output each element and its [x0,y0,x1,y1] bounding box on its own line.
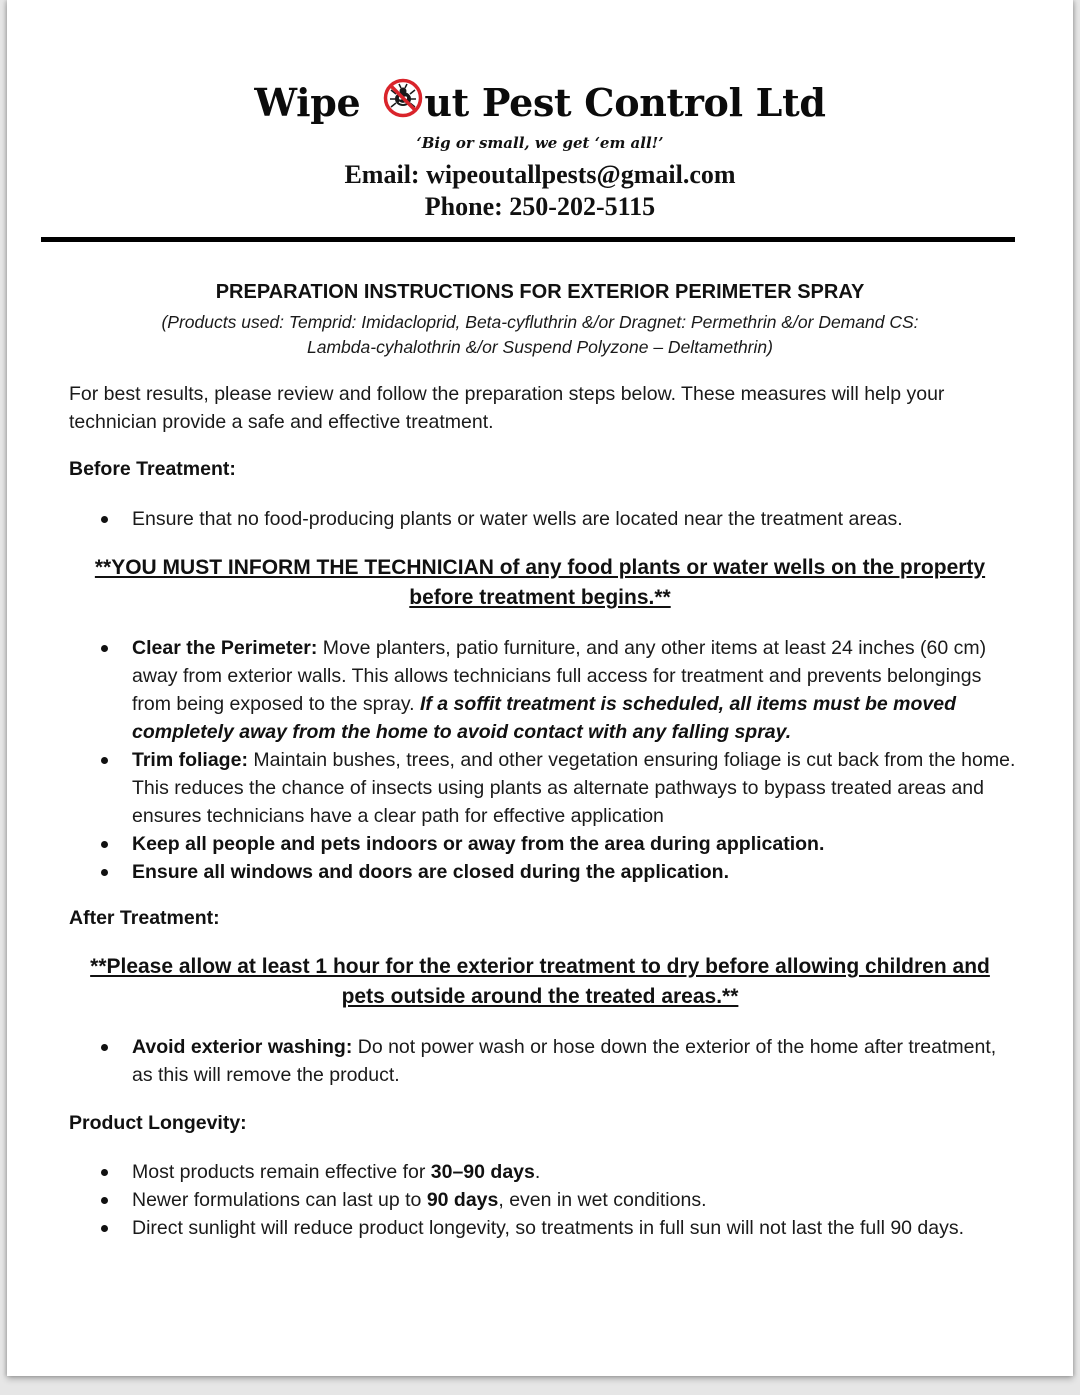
bullet-icon [101,757,108,764]
list-item [69,1186,1019,1214]
inform-technician-notice: **YOU MUST INFORM THE TECHNICIAN of any food plants or water wells on the property before treatment begins.** [94,556,986,609]
list-item-text: Direct sunlight will reduce product longevity, so treatments in full sun will not last the full 90 days. [132,1217,965,1239]
list-item-text: Newer formulations can last up to [132,1189,427,1211]
product-longevity-heading: Product Longevity: [69,1112,247,1134]
before-treatment-list-2 [69,634,1019,886]
document-page [7,0,1073,1376]
list-item-text: , even in wet conditions. [498,1189,707,1211]
list-item-text: Do not power wash or hose down the exterior of the home after treatment, as this will remove the product. [132,1036,997,1086]
list-item-text: Move planters, patio furniture, and any other items at least 24 inches (60 cm) away from exterior walls. This allows technicians full access for treatment and prevents belongings from being exposed to the spray. [132,637,987,715]
list-item-emphasis: If a soffit treatment is scheduled, all items must be moved completely away from the home to avoid contact with any falling spray. [132,693,956,743]
list-item [69,1214,1019,1242]
dry-time-notice: **Please allow at least 1 hour for the exterior treatment to dry before allowing children and pets outside around the treated areas.** [90,955,990,1008]
bullet-icon [101,1225,108,1232]
after-treatment-heading: After Treatment: [69,907,220,929]
company-name-part1: Wipe [254,80,374,125]
list-item [69,634,1019,746]
products-used [67,310,1013,360]
no-bug-icon [383,76,423,116]
products-line-2: Lambda-cyhalothrin &/or Suspend Polyzone – Deltamethrin) [307,337,773,357]
before-treatment-heading: Before Treatment: [69,458,236,480]
products-line-1: (Products used: Temprid: Imidacloprid, Beta-cyfluthrin &/or Dragnet: Permethrin &/or Demand CS: [161,312,919,332]
before-treatment-list-1 [69,505,1019,533]
list-item-text: . [534,1161,541,1183]
list-item-label: Avoid exterior washing: [132,1036,353,1058]
phone-line: Phone: 250-202-5115 [424,192,656,221]
list-item-text: Most products remain effective for [132,1161,431,1183]
company-name-part2: ut Pest Control Ltd [424,80,826,125]
tagline: ‘Big or small, we get ‘em all!’ [416,134,664,152]
list-item-label: Trim foliage: [132,749,248,771]
list-item [69,505,1019,533]
list-item [69,1158,1019,1186]
bullet-icon [101,1044,108,1051]
list-item-bold: 90 days [426,1189,499,1211]
list-item [69,746,1019,830]
bullet-icon [101,841,108,848]
intro-paragraph: For best results, please review and follow the preparation steps below. These measures will help your technician provide a safe and effective treatment. [69,383,945,433]
list-item-label: Clear the Perimeter: [132,637,318,659]
email-line: Email: wipeoutallpests@gmail.com [344,160,736,189]
list-item-bold: 30–90 days [430,1161,535,1183]
list-item-label: Ensure all windows and doors are closed during the application. [132,861,730,883]
document-title: PREPARATION INSTRUCTIONS FOR EXTERIOR PERIMETER SPRAY [215,281,865,303]
bullet-icon [101,1197,108,1204]
bullet-icon [101,516,108,523]
list-item [69,858,1019,886]
bullet-icon [101,869,108,876]
after-treatment-list [69,1033,1019,1089]
bullet-icon [101,1169,108,1176]
header-divider [41,237,1015,242]
company-name [7,74,1073,132]
list-item [69,1033,1019,1089]
list-item [69,830,1019,858]
list-item-text: Maintain bushes, trees, and other vegetation ensuring foliage is cut back from the home. This reduces the chance of insects using plants as alternate pathways to bypass treated areas and ensures technicians have a clear path for effective application [132,749,1016,827]
list-item-label: Keep all people and pets indoors or away from the area during application. [132,833,825,855]
product-longevity-list [69,1158,1019,1242]
list-item-text: Ensure that no food-producing plants or water wells are located near the treatment areas. [132,508,903,530]
bullet-icon [101,645,108,652]
